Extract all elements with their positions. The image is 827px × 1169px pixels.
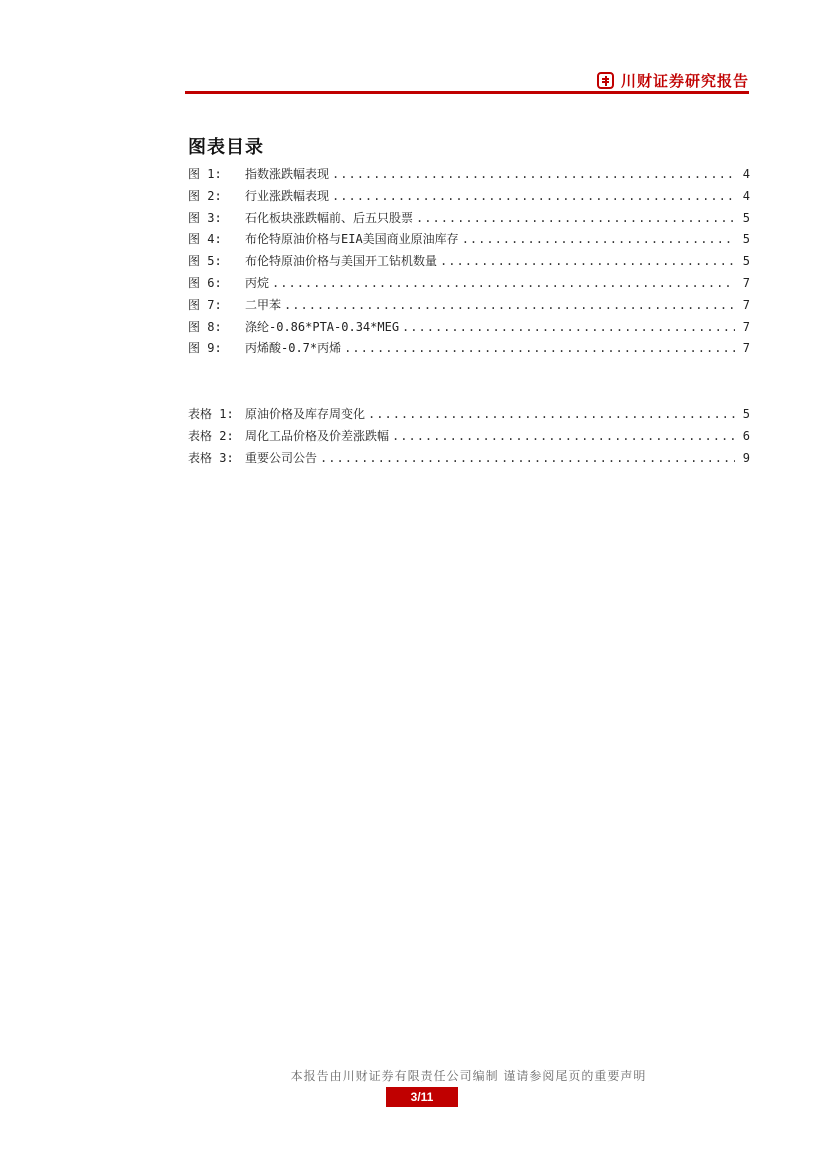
table-list [188, 405, 750, 470]
toc-entry-page: 7 [742, 275, 750, 290]
toc-entry-page: 9 [742, 450, 750, 465]
toc-entry-title: 行业涨跌幅表现 [245, 188, 330, 203]
toc-entry-page: 7 [742, 341, 750, 356]
toc-entry[interactable] [188, 230, 750, 252]
toc-entry-label: 表格 3: [188, 450, 234, 465]
toc-entry-title: 原油价格及库存周变化 [245, 407, 366, 421]
toc-leader-dots [272, 276, 735, 290]
toc-entry-title: 涤纶-0.86*PTA-0.34*MEG [245, 319, 400, 334]
toc-entry[interactable] [188, 339, 750, 361]
toc-leader-dots [416, 211, 735, 225]
page-number-badge: 3/11 [386, 1087, 458, 1107]
toc-leader-dots [462, 232, 735, 246]
toc-entry[interactable] [188, 252, 750, 274]
toc-entry-title: 丙烯酸-0.7*丙烯 [245, 341, 342, 356]
toc-entry[interactable] [188, 187, 750, 209]
toc-entry-page: 4 [742, 188, 750, 203]
toc-entry-page: 5 [742, 407, 750, 421]
toc-entry-title: 布伦特原油价格与美国开工钻机数量 [245, 254, 438, 269]
brand-name: 川财证券研究报告 [620, 71, 749, 90]
toc-entry-title: 周化工品价格及价差涨跌幅 [245, 428, 390, 443]
toc-leader-dots [392, 429, 735, 443]
toc-entry-label: 图 9: [188, 341, 222, 356]
toc-leader-dots [332, 167, 735, 181]
toc-entry[interactable] [188, 274, 750, 296]
toc-leader-dots [344, 341, 735, 355]
toc-entry-title: 重要公司公告 [245, 450, 318, 465]
toc-leader-dots [284, 298, 735, 312]
toc-entry[interactable] [188, 318, 750, 340]
toc-entry-label: 表格 1: [188, 407, 234, 421]
toc-entry-title: 布伦特原油价格与EIA美国商业原油库存 [245, 232, 459, 247]
toc-entry-label: 图 8: [188, 319, 222, 334]
toc-leader-dots [368, 407, 735, 421]
toc-entry-title: 丙烷 [245, 275, 270, 290]
toc-title: 图表目录 [188, 137, 264, 158]
toc-entry-page: 6 [742, 428, 750, 443]
toc-entry[interactable] [188, 165, 750, 187]
figure-list [188, 165, 750, 361]
footer-disclaimer: 本报告由川财证券有限责任公司编制 谨请参阅尾页的重要声明 [290, 1069, 647, 1083]
toc-leader-dots [440, 254, 735, 268]
toc-entry-page: 5 [742, 210, 750, 225]
toc-leader-dots [402, 320, 735, 334]
toc-entry-page: 7 [742, 297, 750, 312]
toc-entry-label: 图 5: [188, 254, 222, 269]
toc-entry-label: 图 7: [188, 297, 222, 312]
toc-entry[interactable] [188, 405, 750, 427]
toc-entry-label: 图 2: [188, 188, 222, 203]
toc-leader-dots [320, 451, 735, 465]
toc-entry-label: 图 3: [188, 210, 222, 225]
toc-entry-page: 7 [742, 319, 750, 334]
toc-entry[interactable] [188, 209, 750, 231]
header-divider [185, 91, 749, 94]
toc-entry-page: 4 [742, 167, 750, 181]
toc-entry-title: 石化板块涨跌幅前、后五只股票 [245, 210, 414, 225]
chuancai-logo-icon [597, 72, 614, 89]
toc-entry-label: 图 6: [188, 275, 222, 290]
toc-entry-label: 图 4: [188, 232, 222, 247]
toc-entry[interactable] [188, 427, 750, 449]
toc-entry-label: 表格 2: [188, 428, 234, 443]
toc-entry[interactable] [188, 449, 750, 471]
toc-leader-dots [332, 189, 735, 203]
toc-entry-label: 图 1: [188, 167, 222, 181]
toc-entry-page: 5 [742, 232, 750, 247]
toc-entry-title: 指数涨跌幅表现 [245, 167, 330, 181]
header-brand [597, 68, 749, 92]
toc-entry-page: 5 [742, 254, 750, 269]
toc-entry-title: 二甲苯 [245, 297, 282, 312]
toc-entry[interactable] [188, 296, 750, 318]
